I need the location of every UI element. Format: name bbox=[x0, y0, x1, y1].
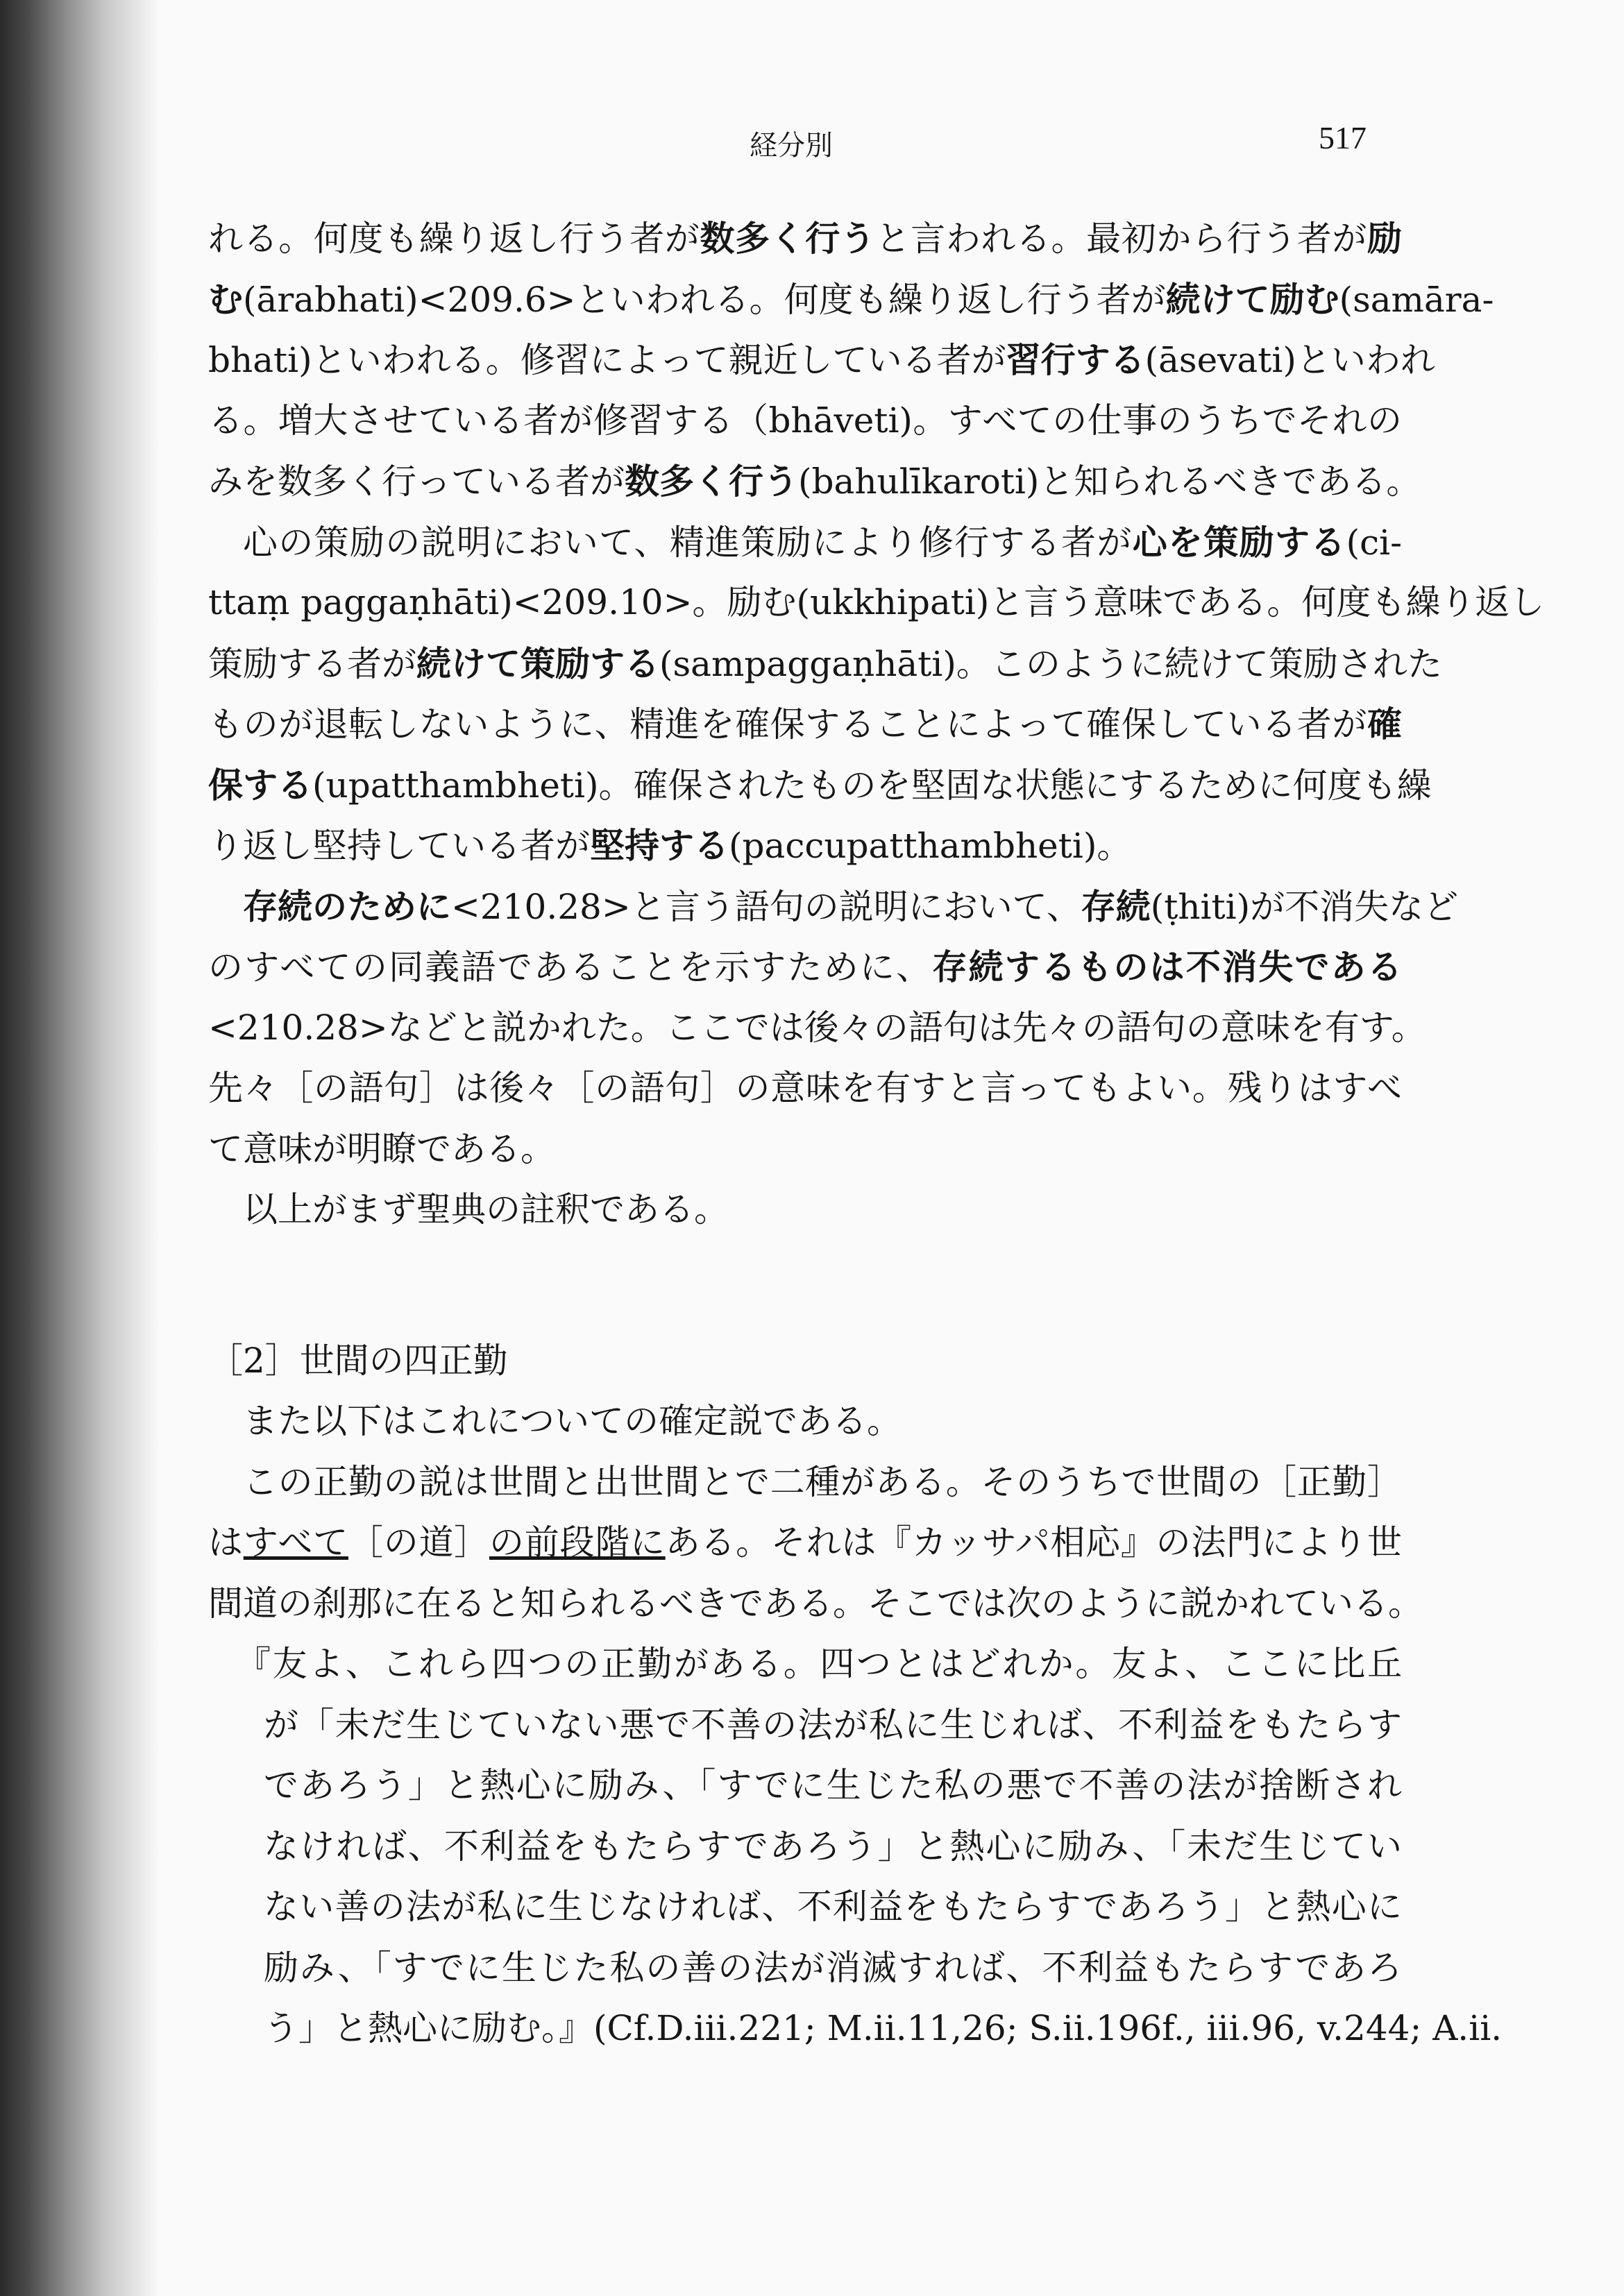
text-line: 先々［の語句］は後々［の語句］の意味を有すと言ってもよい。残りはすべ bbox=[208, 1068, 1402, 1108]
text-line: む(ārabhati)<209.6>といわれる。何度も繰り返し行う者が続けて励む(samāra- bbox=[208, 278, 1494, 320]
quote-line: 励み、「すでに生じた私の善の法が消滅すれば、不利益もたらすであろ bbox=[264, 1947, 1402, 1988]
quote-line: 『友よ、これら四つの正勤がある。四つとはどれか。友よ、ここに比丘 bbox=[236, 1644, 1402, 1684]
text-line: 策励する者が続けて策励する(sampaggaṇhāti)。このように続けて策励された bbox=[208, 643, 1442, 684]
text-line: みを数多く行っている者が数多く行う(bahulīkaroti)と知られるべきである。 bbox=[208, 461, 1421, 502]
section-gap bbox=[208, 1241, 1402, 1331]
bold-term: 存続 bbox=[1081, 885, 1151, 927]
bold-term: 励 bbox=[1367, 218, 1403, 259]
text-line: る。増大させている者が修習する（bhāveti)。すべての仕事のうちでそれの bbox=[208, 400, 1402, 441]
bold-term: 存続するものは不消失である bbox=[932, 946, 1402, 987]
text-line: また以下はこれについての確定説である。 bbox=[243, 1401, 902, 1441]
text-line: ものが退転しないように、精進を確保することによって確保している者が確 bbox=[208, 704, 1402, 745]
quote-line: であろう」と熱心に励み、「すでに生じた私の悪で不善の法が捨断され bbox=[264, 1765, 1402, 1805]
text-line: 存続のために<210.28>と言う語句の説明において、存続(ṭhiti)が不消失など bbox=[243, 885, 1459, 927]
body-text bbox=[208, 208, 1545, 2059]
text-line: り返し堅持している者が堅持する(paccupatthambheti)。 bbox=[208, 825, 1132, 866]
bold-term: 確 bbox=[1367, 704, 1402, 745]
bold-term: 存続のために bbox=[243, 885, 451, 927]
bold-term: 保する bbox=[208, 764, 312, 806]
text-line: 保する(upatthambheti)。確保されたものを堅固な状態にするために何度も繰 bbox=[208, 764, 1432, 806]
text-line: て意味が明瞭である。 bbox=[208, 1128, 555, 1169]
bold-term: 数多く行う bbox=[700, 218, 876, 259]
page-number: 517 bbox=[1319, 120, 1367, 155]
running-title: 経分別 bbox=[750, 130, 833, 162]
text-line: のすべての同義語であることを示すために、存続するものは不消失である bbox=[208, 946, 1402, 987]
underlined-term: の前段階に bbox=[489, 1522, 666, 1563]
text-line: はすべて［の道］の前段階にある。それは『カッサパ相応』の法門により世 bbox=[208, 1522, 1403, 1563]
quote-line: なければ、不利益をもたらすであろう」と熱心に励み、「未だ生じてい bbox=[264, 1826, 1402, 1866]
bold-term: む bbox=[208, 278, 243, 320]
section-heading: ［2］世間の四正勤 bbox=[208, 1340, 508, 1381]
bold-term: 堅持する bbox=[590, 825, 729, 866]
quote-line: が「未だ生じていない悪で不善の法が私に生じれば、不利益をもたらす bbox=[264, 1704, 1402, 1745]
bold-term: 習行する bbox=[1006, 339, 1145, 380]
text-line: 以上がまず聖典の註釈である。 bbox=[243, 1189, 729, 1230]
text-line: れる。何度も繰り返し行う者が数多く行うと言われる。最初から行う者が励 bbox=[208, 218, 1403, 259]
quote-line: う」と熱心に励む。』(Cf.D.iii.221; M.ii.11,26; S.ii.196f., iii.96, v.244; A.ii. bbox=[264, 2008, 1503, 2048]
bold-term: 心を策励する bbox=[1132, 521, 1346, 563]
book-binding-shadow bbox=[0, 0, 160, 2296]
quote-line: ない善の法が私に生じなければ、不利益をもたらすであろう」と熱心に bbox=[264, 1887, 1402, 1927]
underlined-term: すべて bbox=[243, 1522, 348, 1563]
text-line: 心の策励の説明において、精進策励により修行する者が心を策励する(ci- bbox=[243, 521, 1403, 563]
text-line: ttaṃ paggaṇhāti)<209.10>。励む(ukkhipati)と言う意味である。何度も繰り返し bbox=[208, 582, 1545, 622]
text-line: この正勤の説は世間と出世間とで二種がある。そのうちで世間の［正勤］ bbox=[243, 1461, 1402, 1502]
bold-term: 数多く行う bbox=[625, 461, 798, 502]
bold-term: 続けて策励する bbox=[416, 643, 659, 684]
text-line: bhati)といわれる。修習によって親近している者が習行する(āsevati)といわれ bbox=[208, 339, 1435, 380]
text-line: <210.28>などと説かれた。ここでは後々の語句は先々の語句の意味を有す。 bbox=[208, 1007, 1426, 1048]
bold-term: 続けて励む bbox=[1165, 278, 1339, 320]
text-line: 間道の刹那に在ると知られるべきである。そこでは次のように説かれている。 bbox=[208, 1583, 1423, 1624]
